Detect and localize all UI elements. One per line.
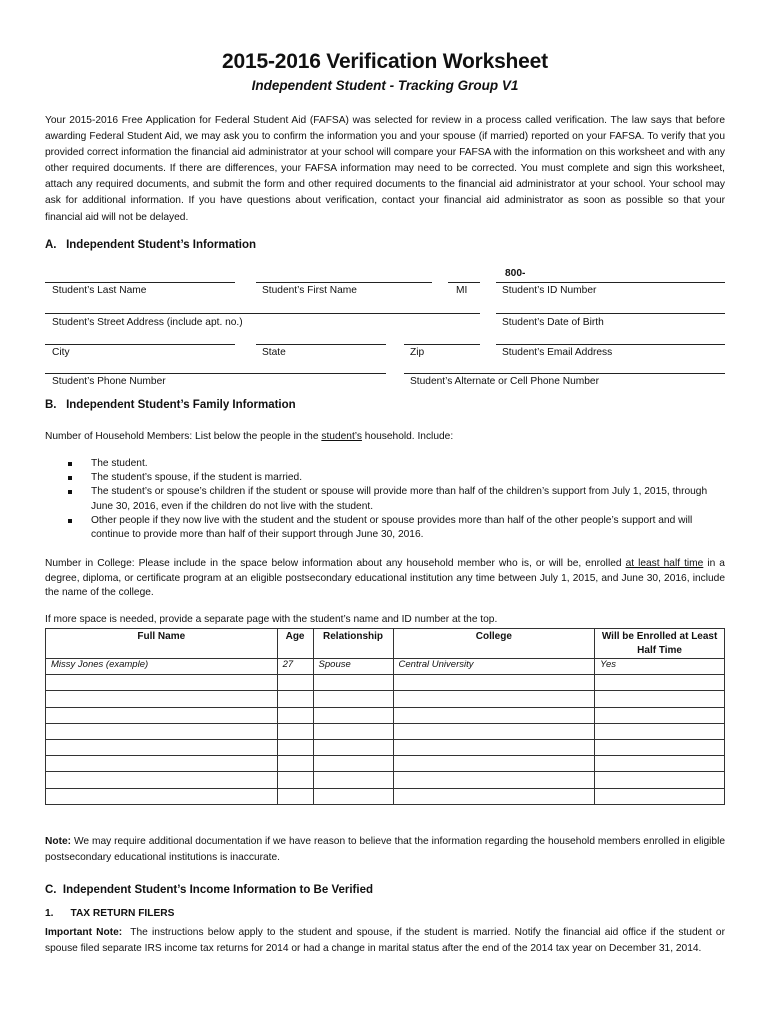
mi-field[interactable] <box>448 282 480 283</box>
table-row[interactable] <box>46 772 725 788</box>
college-text-underlined: at least half time <box>625 558 704 569</box>
cell-input[interactable] <box>595 739 725 755</box>
household-college-table <box>45 628 725 805</box>
zip-label: Zip <box>410 347 425 358</box>
cell-input[interactable] <box>393 675 595 691</box>
cell-input[interactable] <box>595 723 725 739</box>
list-item <box>45 471 725 485</box>
table-row[interactable] <box>46 723 725 739</box>
table-row[interactable] <box>46 739 725 755</box>
example-name: Missy Jones (example) <box>46 659 278 675</box>
example-college: Central University <box>393 659 595 675</box>
page-subtitle: Independent Student - Tracking Group V1 <box>251 78 519 93</box>
alt-phone-label: Student’s Alternate or Cell Phone Number <box>410 376 599 387</box>
cell-input[interactable] <box>595 675 725 691</box>
section-a-heading: A. Independent Student’s Information <box>45 239 257 251</box>
state-field[interactable] <box>256 344 386 345</box>
table-row[interactable] <box>46 675 725 691</box>
cell-input[interactable] <box>46 691 278 707</box>
cell-input[interactable] <box>46 772 278 788</box>
household-text-pre: Number of Household Members: List below the people in the <box>45 431 322 442</box>
col-header-full-name: Full Name <box>46 629 278 659</box>
example-enrolled: Yes <box>595 659 725 675</box>
street-label: Student’s Street Address (include apt. no.) <box>52 317 243 328</box>
cell-input[interactable] <box>277 772 313 788</box>
table-row[interactable] <box>46 707 725 723</box>
first-name-field[interactable] <box>256 282 432 283</box>
cell-input[interactable] <box>595 772 725 788</box>
cell-input[interactable] <box>46 723 278 739</box>
id-prefix: 800- <box>505 268 526 279</box>
cell-input[interactable] <box>393 772 595 788</box>
phone-label: Student’s Phone Number <box>52 376 166 387</box>
cell-input[interactable] <box>277 788 313 804</box>
cell-input[interactable] <box>277 756 313 772</box>
col-header-age: Age <box>277 629 313 659</box>
household-text-post: household. Include: <box>361 431 454 442</box>
bullet-text: The student’s spouse, if the student is married. <box>91 472 303 484</box>
cell-input[interactable] <box>277 675 313 691</box>
example-age: 27 <box>277 659 313 675</box>
household-instructions <box>45 431 453 442</box>
cell-input[interactable] <box>313 788 393 804</box>
email-field[interactable] <box>496 344 725 345</box>
tax-return-filers-heading: 1. TAX RETURN FILERS <box>45 908 175 919</box>
col-header-enrolled: Will be Enrolled at Least Half Time <box>595 629 725 659</box>
cell-input[interactable] <box>313 723 393 739</box>
col-header-college: College <box>393 629 595 659</box>
street-field[interactable] <box>45 313 480 314</box>
phone-field[interactable] <box>45 373 386 374</box>
cell-input[interactable] <box>393 723 595 739</box>
city-field[interactable] <box>45 344 235 345</box>
cell-input[interactable] <box>595 756 725 772</box>
table-row[interactable] <box>46 788 725 804</box>
note-paragraph <box>45 834 725 866</box>
first-name-label: Student’s First Name <box>262 285 357 296</box>
cell-input[interactable] <box>313 675 393 691</box>
alt-phone-field[interactable] <box>404 373 725 374</box>
cell-input[interactable] <box>313 772 393 788</box>
dob-label: Student’s Date of Birth <box>502 317 604 328</box>
bullet-text: The student. <box>91 458 148 469</box>
id-number-label: Student’s ID Number <box>502 285 597 296</box>
bullet-square-icon <box>68 462 72 466</box>
table-row[interactable] <box>46 691 725 707</box>
cell-input[interactable] <box>277 707 313 723</box>
bullet-text: Other people if they now live with the student and the student or spouse provides more than half of the other people’s support and will continue to provide more than half of their support through June 30, 2016. <box>91 514 693 541</box>
important-note-paragraph <box>45 925 725 957</box>
cell-input[interactable] <box>393 756 595 772</box>
last-name-field[interactable] <box>45 282 235 283</box>
section-b-heading: B. Independent Student’s Family Information <box>45 399 296 411</box>
list-item <box>45 514 725 542</box>
state-label: State <box>262 347 286 358</box>
bullet-square-icon <box>68 490 72 494</box>
cell-input[interactable] <box>313 707 393 723</box>
household-bullet-list <box>45 457 725 542</box>
section-c-heading: C. Independent Student’s Income Information to Be Verified <box>45 884 373 896</box>
zip-field[interactable] <box>404 344 480 345</box>
bullet-text: The student’s or spouse’s children if the student or spouse will provide more than half of the children’s support from July 1, 2015, through June 30, 2016, even if the children do not live with the student. <box>91 486 708 512</box>
example-relationship: Spouse <box>313 659 393 675</box>
intro-paragraph: Your 2015-2016 Free Application for Federal Student Aid (FAFSA) was selected for review in a process called verification. The law says that before awarding Federal Student Aid, we may ask you to confirm the information you and your spouse (if married) reported on your FAFSA. To verify that you provided correct information the financial aid administrator at your school will compare your FAFSA with the information on this worksheet and with any other required documents. If there are differences, your FAFSA information may need to be corrected. You must complete and sign this worksheet, attach any required documents, and submit the form and other required documents to the financial aid administrator at your school. Your school may ask for additional information. If you have questions about verification, contact your financial aid administrator as soon as possible so that your financial aid will not be delayed. <box>45 115 725 223</box>
college-text-post: in a degree, diploma, or certificate program at an eligible postsecondary educational institution any time between July 1, 2015, and June 30, 2016, include the name of the college. <box>45 558 725 598</box>
cell-input[interactable] <box>46 788 278 804</box>
email-label: Student’s Email Address <box>502 347 613 358</box>
cell-input[interactable] <box>46 707 278 723</box>
cell-input[interactable] <box>393 707 595 723</box>
more-space-note: If more space is needed, provide a separate page with the student’s name and ID number at the top. <box>45 614 498 625</box>
cell-input[interactable] <box>595 707 725 723</box>
cell-input[interactable] <box>313 739 393 755</box>
cell-input[interactable] <box>46 756 278 772</box>
household-text-underlined: student’s <box>321 431 362 442</box>
cell-input[interactable] <box>393 739 595 755</box>
cell-input[interactable] <box>313 691 393 707</box>
table-row-example <box>46 659 725 675</box>
id-number-field[interactable] <box>496 282 725 283</box>
bullet-square-icon <box>68 476 72 480</box>
bullet-square-icon <box>68 519 72 523</box>
college-text-pre: Number in College: Please include in the space below information about any household member who is, or will be, enrolled <box>45 558 626 569</box>
page-title: 2015-2016 Verification Worksheet <box>222 50 548 73</box>
col-header-relationship: Relationship <box>313 629 393 659</box>
city-label: City <box>52 347 70 358</box>
cell-input[interactable] <box>46 675 278 691</box>
cell-input[interactable] <box>595 691 725 707</box>
number-in-college-paragraph <box>45 557 725 601</box>
cell-input[interactable] <box>595 788 725 804</box>
cell-input[interactable] <box>46 739 278 755</box>
cell-input[interactable] <box>393 788 595 804</box>
mi-label: MI <box>456 285 468 296</box>
note-text: We may require additional documentation if we have reason to believe that the information regarding the household members enrolled in eligible postsecondary educational institutions is inaccurate. <box>45 836 725 864</box>
cell-input[interactable] <box>393 691 595 707</box>
list-item <box>45 457 725 471</box>
table-row[interactable] <box>46 756 725 772</box>
cell-input[interactable] <box>277 723 313 739</box>
important-note-label: Important Note: <box>45 927 123 938</box>
cell-input[interactable] <box>313 756 393 772</box>
table-header-row <box>46 629 725 659</box>
cell-input[interactable] <box>277 691 313 707</box>
list-item <box>45 485 725 513</box>
last-name-label: Student’s Last Name <box>52 285 147 296</box>
important-note-text: The instructions below apply to the student and spouse, if the student is married. Notify the financial aid office if the student or spouse filed separate IRS income tax returns for 2014 or had a change in marital status after the end of the 2014 tax year on December 31, 2014. <box>45 927 725 955</box>
dob-field[interactable] <box>496 313 725 314</box>
cell-input[interactable] <box>277 739 313 755</box>
note-label: Note: <box>45 836 72 847</box>
